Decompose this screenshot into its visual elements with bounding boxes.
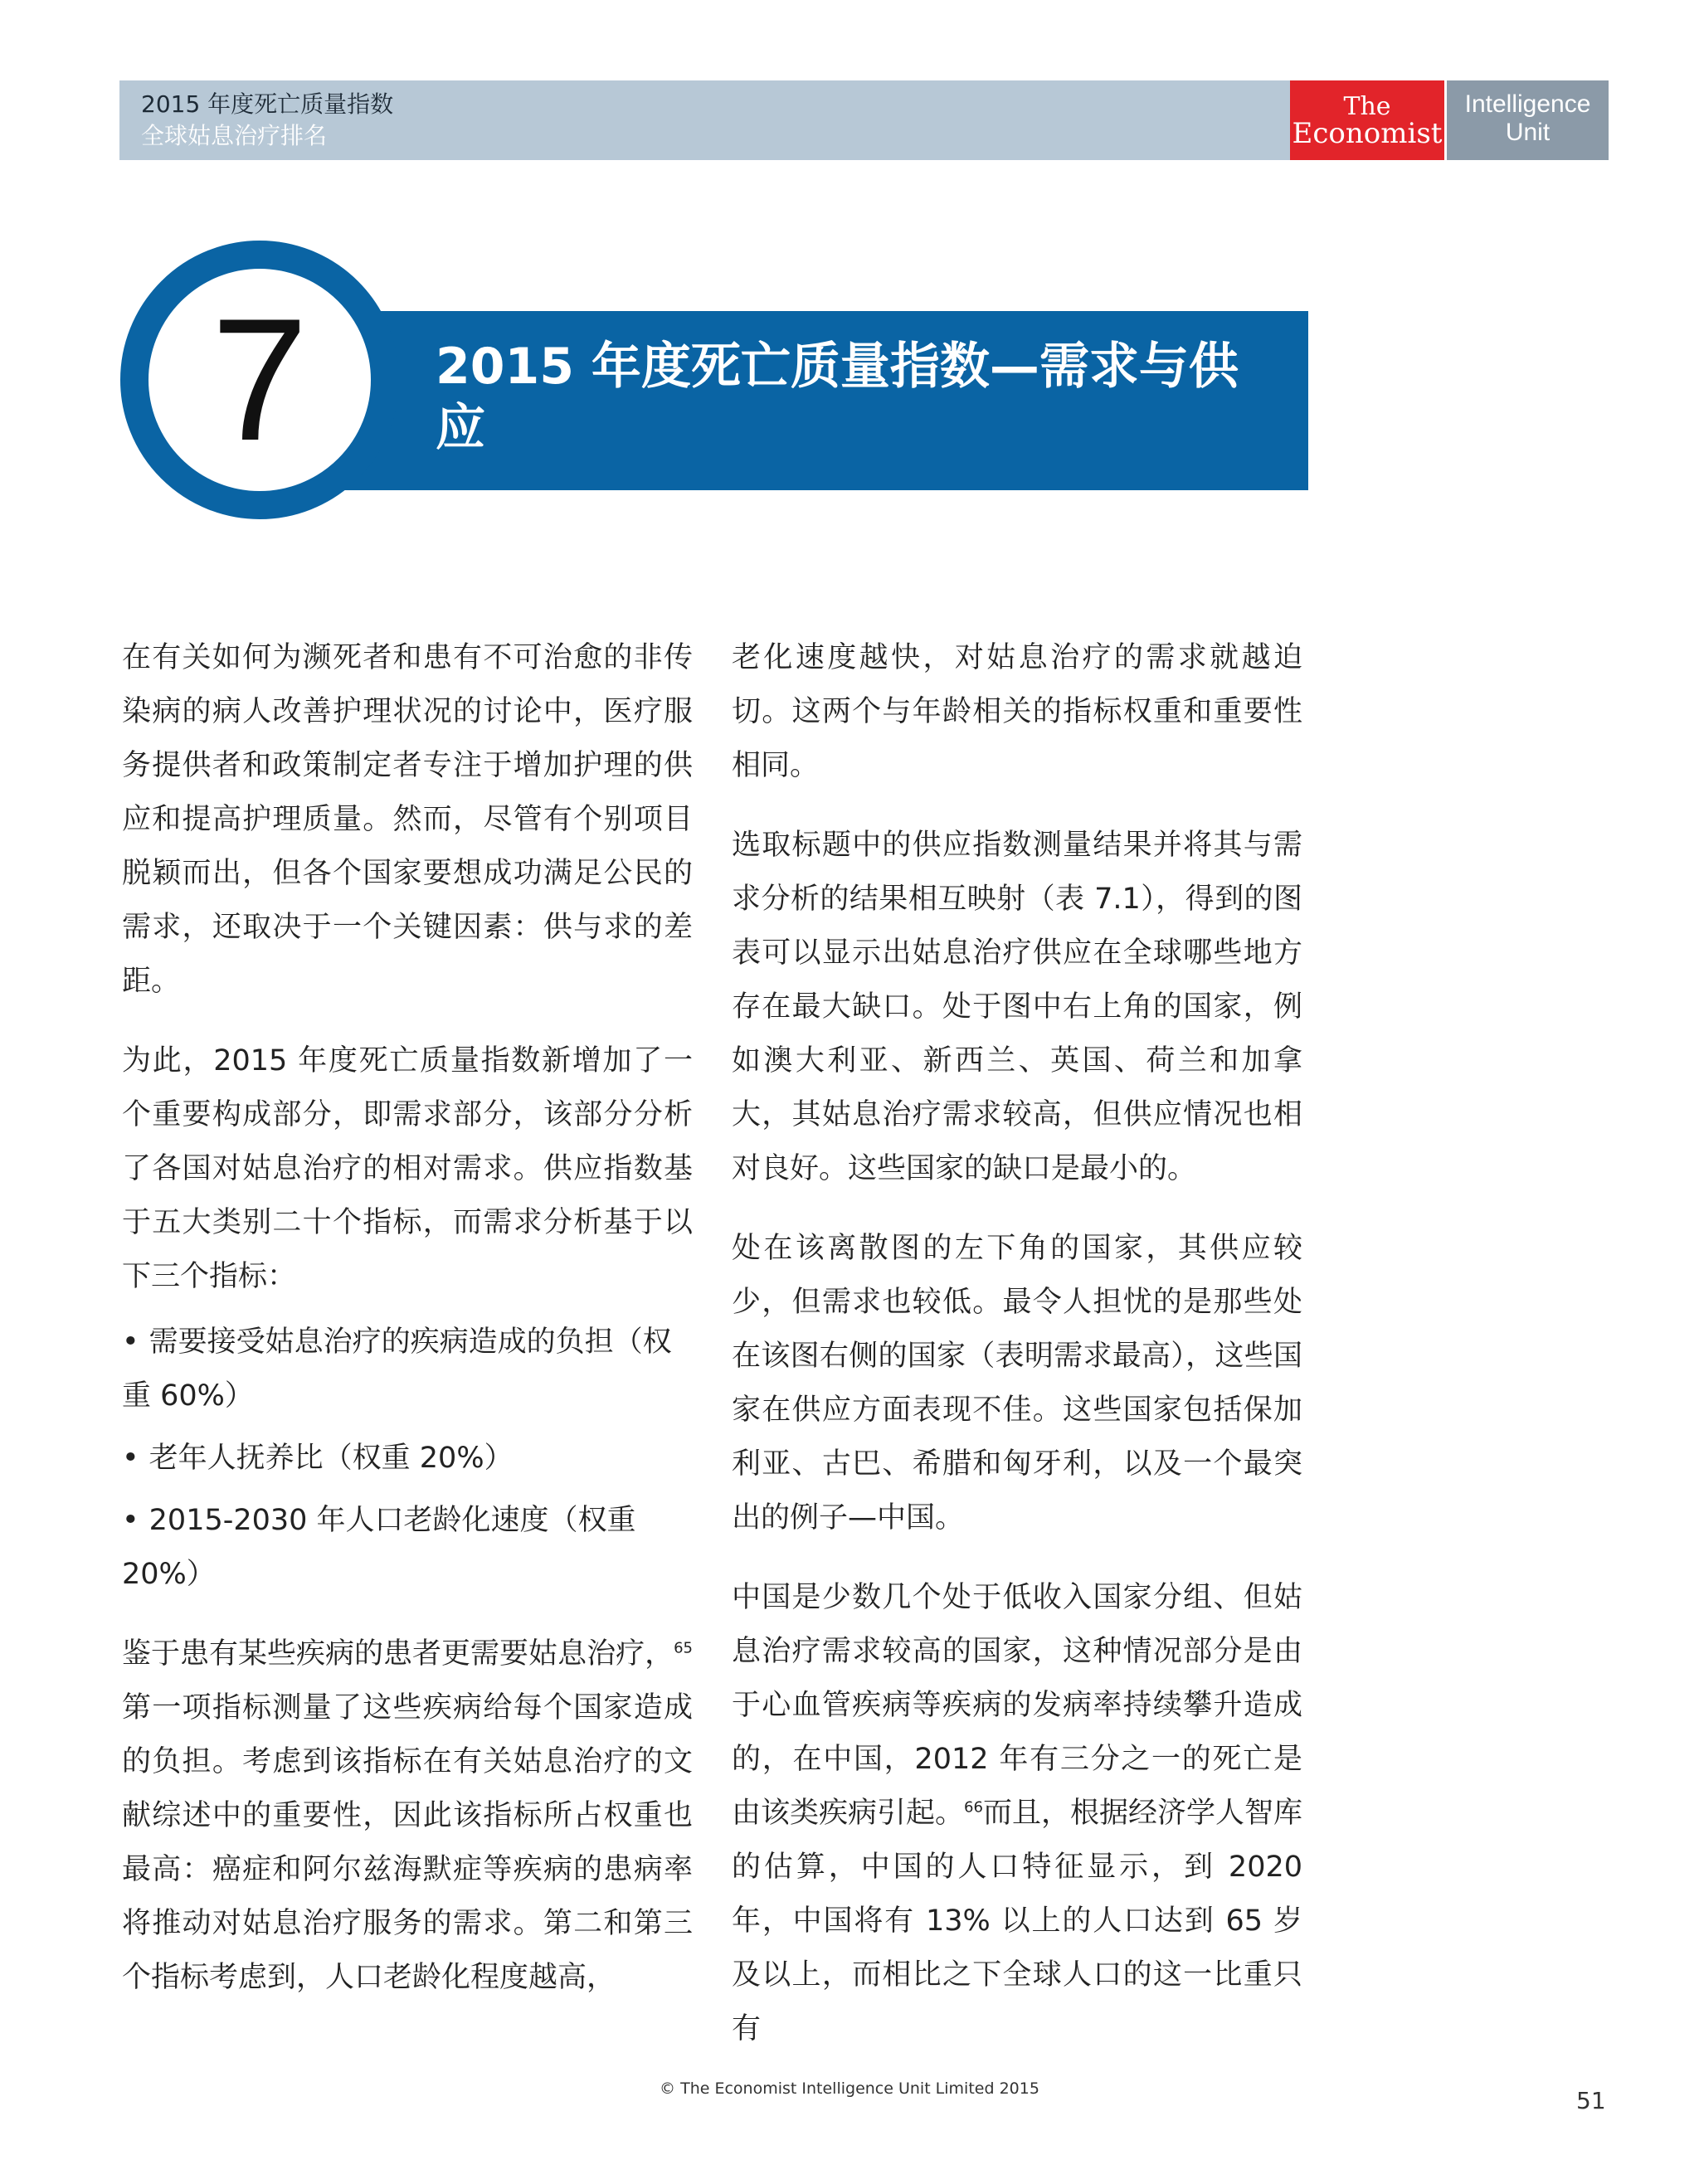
bullet-icon: • [122,1442,139,1475]
paragraph: 在有关如何为濒死者和患有不可治愈的非传染病的病人改善护理状况的讨论中，医疗服务提供者和政策制定者专注于增加护理的供应和提高护理质量。然而，尽管有个别项目脱颖而出，但各个国家要想成功满足公民的需求，还取决于一个关键因素：供与求的差距。 [122,641,693,998]
logo-the: The [1343,92,1391,121]
page-number: 51 [1576,2087,1606,2114]
header-band [119,80,1290,160]
report-subtitle: 全球姑息治疗排名 [141,122,328,149]
paragraph: 中国是少数几个处于低收入国家分组、但姑息治疗需求较高的国家，这种情况部分是由于心血管疾病等疾病的发病率持续攀升造成的，在中国，2012 年有三分之一的死亡是由该类疾病引起。$^{66}$而且，根据经济学人智库的估算，中国的人口特征显示，到 2020 年，中国将有 13% 以上的人口达到 65 岁及以上，而相比之下全球人口的这一比重只有 [732,1581,1302,2045]
left-column [122,631,693,2031]
right-column [732,631,1302,2082]
report-title: 2015 年度死亡质量指数 [141,90,394,118]
footnote-ref: 65 [674,1639,693,1657]
intelligence-unit-logo [1447,80,1609,160]
paragraph: 鉴于患有某些疾病的患者更需要姑息治疗，$^{65}$第一项指标测量了这些疾病给每个国家造成的负担。考虑到该指标在有关姑息治疗的文献综述中的重要性，因此该指标所占权重也最高：癌症和阿尔兹海默症等疾病的患病率将推动对姑息治疗服务的需求。第二和第三个指标考虑到，人口老龄化程度越高， [122,1637,693,1994]
economist-logo [1290,80,1444,160]
paragraph: 为此，2015 年度死亡质量指数新增加了一个重要构成部分，即需求部分，该部分分析了各国对姑息治疗的相对需求。供应指数基于五大类别二十个指标，而需求分析基于以下三个指标： [122,1044,693,1293]
list-item: • 2015-2030 年人口老龄化速度（权重 20%） [122,1504,636,1591]
chapter-number: 7 [211,282,309,477]
chapter-title: 2015 年度死亡质量指数—需求与供应 [436,338,1239,457]
footnote-ref: 66 [964,1798,983,1817]
logo-economist: Economist [1292,117,1443,150]
chapter-number-badge [120,241,399,519]
logo-intelligence: Intelligence [1464,90,1591,118]
paragraph: 处在该离散图的左下角的国家，其供应较少，但需求也较低。最令人担忧的是那些处在该图右侧的国家（表明需求最高），这些国家在供应方面表现不佳。这些国家包括保加利亚、古巴、希腊和匈牙利，以及一个最突出的例子—中国。 [732,1232,1302,1535]
paragraph: 老化速度越快，对姑息治疗的需求就越迫切。这两个与年龄相关的指标权重和重要性相同。 [732,641,1302,782]
copyright: © The Economist Intelligence Unit Limited 2015 [660,2079,1039,2098]
bullet-icon: • [122,1504,139,1537]
paragraph: 选取标题中的供应指数测量结果并将其与需求分析的结果相互映射（表 7.1），得到的图表可以显示出姑息治疗供应在全球哪些地方存在最大缺口。处于图中右上角的国家，例如澳大利亚、新西兰、英国、荷兰和加拿大，其姑息治疗需求较高，但供应情况也相对良好。这些国家的缺口是最小的。 [732,829,1302,1185]
indicator-list [122,1316,693,1602]
logo-unit: Unit [1505,119,1551,146]
list-item: • 老年人抚养比（权重 20%） [122,1442,514,1475]
bullet-icon: • [122,1325,139,1359]
list-item: • 需要接受姑息治疗的疾病造成的负担（权重 60%） [122,1325,672,1413]
